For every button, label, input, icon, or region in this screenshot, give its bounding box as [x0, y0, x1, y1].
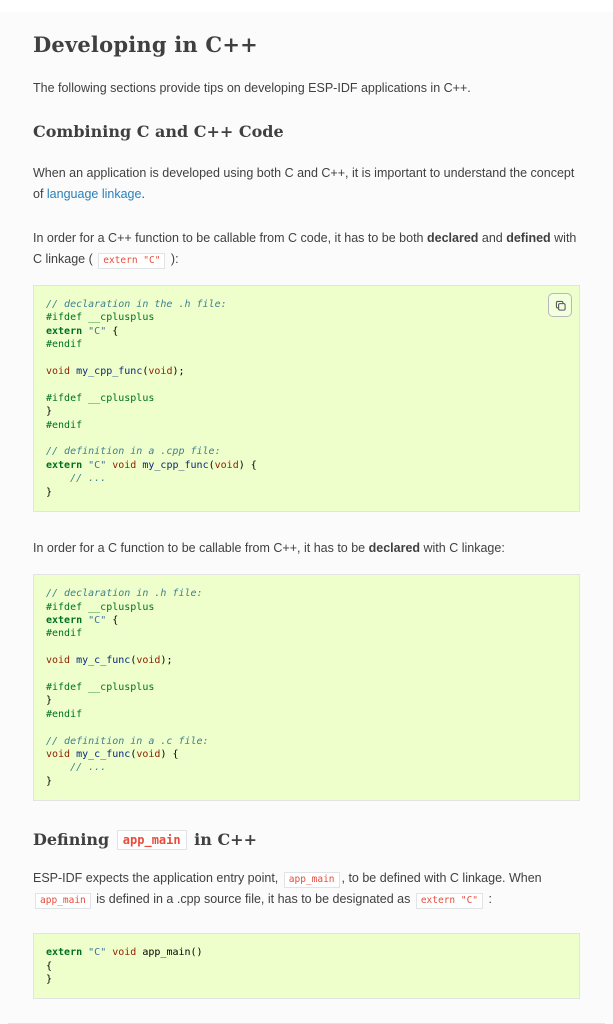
code-block-cpp-declaration [33, 285, 580, 512]
paragraph-text: When an application is developed using both C and C++, it is important to understand the concept of [33, 166, 575, 201]
paragraph-text: , to be defined with C linkage. When [341, 871, 542, 886]
code-text: extern "C" void app_main() { } [46, 947, 203, 985]
bold-defined: defined [506, 231, 551, 245]
paragraph-text: : [485, 892, 492, 907]
paragraph-text: and [478, 231, 507, 245]
paragraph-text: . [141, 187, 145, 201]
heading-text: Defining [33, 830, 115, 850]
paragraph-language-linkage [33, 163, 580, 205]
paragraph-text: In order for a C++ function to be callable from C code, it has to be both [33, 231, 427, 245]
inline-code-app-main-1: app_main [284, 872, 340, 888]
paragraph-c-callable-from-cpp [33, 538, 580, 559]
paragraph-text: In order for a C function to be callable from C++, it has to be [33, 541, 369, 556]
page-title: Developing in C++ [33, 32, 258, 57]
code-text: // declaration in .h file: #ifdef __cplusplus extern "C" { #endif void my_c_func(void); #ifdef __cplusplus } #endif // definition in a .c file: void my_c_func(void) { // ... } [46, 588, 209, 787]
top-margin [0, 0, 613, 12]
language-linkage-link[interactable]: language linkage [46, 187, 142, 201]
inline-code-extern-c: extern "C" [98, 253, 165, 269]
paragraph-app-main [33, 868, 580, 910]
heading-text: in C++ [188, 830, 257, 850]
bold-declared: declared [426, 231, 479, 245]
copy-icon [554, 299, 567, 312]
paragraph-text: with C linkage: [420, 541, 505, 556]
paragraph-text: is defined in a .cpp source file, it has to be designated as [92, 892, 414, 907]
copy-button[interactable] [548, 293, 572, 317]
section-title-app-main [33, 830, 580, 849]
section-title-combining: Combining C and C++ Code [33, 122, 284, 141]
paragraph-text: ESP-IDF expects the application entry point, [33, 871, 282, 886]
code-text: // declaration in the .h file: #ifdef __cplusplus extern "C" { #endif void my_cpp_func(void); #ifdef __cplusplus } #endif // definition in a .cpp file: extern "C" void my_cpp_func(void) { // ... } [46, 299, 257, 498]
code-block-c-declaration [33, 574, 580, 801]
intro-paragraph: The following sections provide tips on developing ESP-IDF applications in C++. [33, 81, 471, 95]
document-content [0, 12, 613, 999]
inline-code-extern-c-2: extern "C" [416, 893, 483, 909]
bold-declared: declared [368, 541, 421, 556]
paragraph-cpp-callable-from-c [33, 228, 580, 270]
inline-code-app-main-2: app_main [35, 893, 91, 909]
inline-code-app-main-heading: app_main [117, 830, 187, 850]
code-block-app-main [33, 933, 580, 999]
paragraph-text: ): [167, 252, 179, 266]
paragraph-text: with C linkage ( [33, 231, 577, 266]
